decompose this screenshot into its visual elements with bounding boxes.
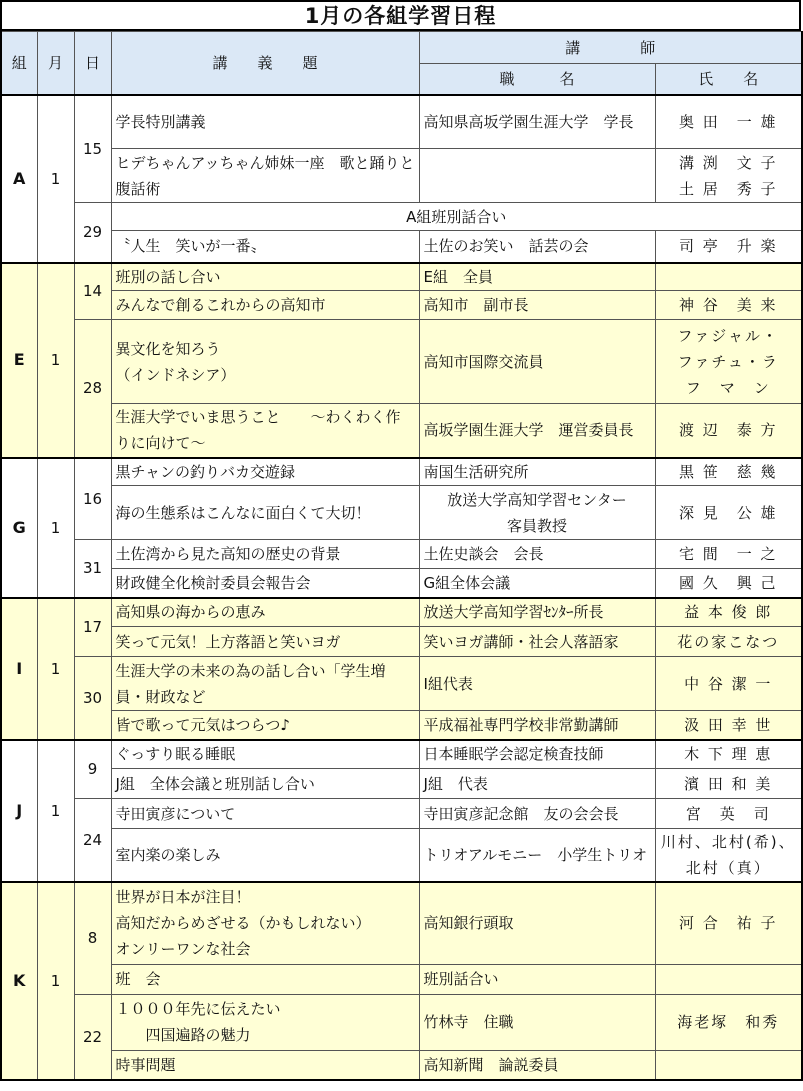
table-row [1, 1050, 802, 1080]
table-row [1, 799, 802, 829]
position-cell: 竹林寺 住職 [419, 994, 655, 1050]
group-cell: I [1, 598, 37, 740]
topic-cell: 寺田寅彦について [111, 799, 419, 829]
topic-cell: 学長特別講義 [111, 95, 419, 149]
position-cell: 日本睡眠学会認定検査技師 [419, 740, 655, 769]
name-cell: 神 谷 美 来 [655, 291, 802, 320]
position-cell: 放送大学高知学習ｾﾝﾀｰ所長 [419, 598, 655, 627]
topic-cell: 班 会 [111, 964, 419, 994]
group-cell: J [1, 740, 37, 883]
header-position: 職 名 [419, 64, 655, 95]
table-row [1, 486, 802, 540]
name-cell: 奥 田 一 雄 [655, 95, 802, 149]
topic-cell: 皆で歌って元気はつらつ♪ [111, 711, 419, 740]
day-cell: 17 [74, 598, 111, 657]
group-cell: G [1, 458, 37, 598]
header-instructor: 講 師 [419, 32, 802, 64]
topic-cell: 異文化を知ろう （インドネシア） [111, 320, 419, 404]
name-cell: 渡 辺 泰 方 [655, 404, 802, 458]
table-row [1, 882, 802, 964]
name-cell: 花の家こなつ [655, 627, 802, 657]
topic-cell: 土佐湾から見た高知の歴史の背景 [111, 540, 419, 569]
schedule-table [0, 31, 803, 1081]
name-cell: 中 谷 潔 一 [655, 657, 802, 711]
header-group: 組 [1, 32, 37, 95]
table-row [1, 320, 802, 404]
topic-cell: 〝人生 笑いが一番〟 [111, 231, 419, 263]
topic-cell: 財政健全化検討委員会報告会 [111, 569, 419, 598]
table-row [1, 458, 802, 486]
position-cell: 寺田寅彦記念館 友の会会長 [419, 799, 655, 829]
name-cell: 川村、北村(希)、 北村（真） [655, 829, 802, 883]
month-cell: 1 [37, 740, 74, 883]
position-cell: トリオアルモニー 小学生トリオ [419, 829, 655, 883]
month-cell: 1 [37, 882, 74, 1080]
group-cell: E [1, 263, 37, 458]
group-cell: A [1, 95, 37, 263]
day-cell: 28 [74, 320, 111, 458]
table-row [1, 769, 802, 799]
position-cell: I組代表 [419, 657, 655, 711]
page-title: 1月の各組学習日程 [0, 0, 801, 31]
day-cell: 22 [74, 994, 111, 1080]
topic-cell: 班別の話し合い [111, 263, 419, 291]
month-cell: 1 [37, 458, 74, 598]
day-cell: 8 [74, 882, 111, 994]
name-cell: 深 見 公 雄 [655, 486, 802, 540]
day-cell: 30 [74, 657, 111, 740]
month-cell: 1 [37, 263, 74, 458]
topic-cell: 笑って元気！上方落語と笑いヨガ [111, 627, 419, 657]
month-cell: 1 [37, 598, 74, 740]
position-cell: 高知市 副市長 [419, 291, 655, 320]
month-cell: 1 [37, 95, 74, 263]
table-row [1, 569, 802, 598]
name-cell: 益 本 俊 郎 [655, 598, 802, 627]
group-cell: K [1, 882, 37, 1080]
table-row [1, 627, 802, 657]
topic-cell: ぐっすり眠る睡眠 [111, 740, 419, 769]
topic-cell: １０００年先に伝えたい 四国遍路の魅力 [111, 994, 419, 1050]
name-cell: 黒 笹 慈 幾 [655, 458, 802, 486]
table-row [1, 598, 802, 627]
position-cell: G組全体会議 [419, 569, 655, 598]
topic-cell: ヒデちゃんアッちゃん姉妹一座 歌と踊りと腹話術 [111, 149, 419, 203]
table-row [1, 263, 802, 291]
position-cell: 班別話合い [419, 964, 655, 994]
topic-cell: 時事問題 [111, 1050, 419, 1080]
position-cell: 土佐史談会 会長 [419, 540, 655, 569]
table-row [1, 149, 802, 203]
day-cell: 29 [74, 203, 111, 263]
topic-cell: 高知県の海からの恵み [111, 598, 419, 627]
position-cell: 高知県高坂学園生涯大学 学長 [419, 95, 655, 149]
table-row [1, 231, 802, 263]
topic-cell: 生涯大学の未来の為の話し合い「学生増員・財政など [111, 657, 419, 711]
position-cell: 南国生活研究所 [419, 458, 655, 486]
position-cell: 高知新聞 論説委員 [419, 1050, 655, 1080]
position-cell: 高知銀行頭取 [419, 882, 655, 964]
table-row [1, 711, 802, 740]
topic-cell: 海の生態系はこんなに面白くて大切！ [111, 486, 419, 540]
header-name: 氏 名 [655, 64, 802, 95]
table-row [1, 404, 802, 458]
table-row [1, 291, 802, 320]
day-cell: 9 [74, 740, 111, 799]
topic-cell: 室内楽の楽しみ [111, 829, 419, 883]
name-cell [655, 1050, 802, 1080]
day-cell: 14 [74, 263, 111, 320]
table-row [1, 540, 802, 569]
topic-cell: J組 全体会議と班別話し合い [111, 769, 419, 799]
position-cell: 高坂学園生涯大学 運営委員長 [419, 404, 655, 458]
name-cell: 宅 間 一 之 [655, 540, 802, 569]
position-cell: 平成福祉専門学校非常勤講師 [419, 711, 655, 740]
name-cell: 河 合 祐 子 [655, 882, 802, 964]
name-cell: 濱 田 和 美 [655, 769, 802, 799]
topic-cell: 世界が日本が注目！ 高知だからめざせる（かもしれない） オンリーワンな社会 [111, 882, 419, 964]
merged-topic-cell: A組班別話合い [111, 203, 802, 231]
topic-cell: 生涯大学でいま思うこと ～わくわく作りに向けて～ [111, 404, 419, 458]
name-cell: 海老塚 和秀 [655, 994, 802, 1050]
table-row [1, 740, 802, 769]
position-cell: J組 代表 [419, 769, 655, 799]
name-cell: 司 亭 升 楽 [655, 231, 802, 263]
header-day: 日 [74, 32, 111, 95]
table-row [1, 95, 802, 149]
position-cell: 土佐のお笑い 話芸の会 [419, 231, 655, 263]
name-cell: 木 下 理 恵 [655, 740, 802, 769]
name-cell: 宮 英 司 [655, 799, 802, 829]
header-lecture-topic: 講 義 題 [111, 32, 419, 95]
position-cell: 放送大学高知学習センター 客員教授 [419, 486, 655, 540]
table-row [1, 657, 802, 711]
table-row [1, 829, 802, 883]
position-cell: 高知市国際交流員 [419, 320, 655, 404]
position-cell [419, 149, 655, 203]
day-cell: 16 [74, 458, 111, 540]
topic-cell: 黒チャンの釣りバカ交遊録 [111, 458, 419, 486]
table-row [1, 203, 802, 231]
name-cell: 溝 渕 文 子 土 居 秀 子 [655, 149, 802, 203]
header-month: 月 [37, 32, 74, 95]
name-cell: 汲 田 幸 世 [655, 711, 802, 740]
name-cell: ファジャル・ ファチュ・ラ フ マ ン [655, 320, 802, 404]
day-cell: 15 [74, 95, 111, 203]
name-cell: 國 久 興 己 [655, 569, 802, 598]
schedule-body [1, 95, 802, 1081]
topic-cell: みんなで創るこれからの高知市 [111, 291, 419, 320]
day-cell: 24 [74, 799, 111, 883]
table-row [1, 964, 802, 994]
name-cell [655, 964, 802, 994]
position-cell: E組 全員 [419, 263, 655, 291]
position-cell: 笑いヨガ講師・社会人落語家 [419, 627, 655, 657]
name-cell [655, 263, 802, 291]
table-row [1, 994, 802, 1050]
day-cell: 31 [74, 540, 111, 598]
